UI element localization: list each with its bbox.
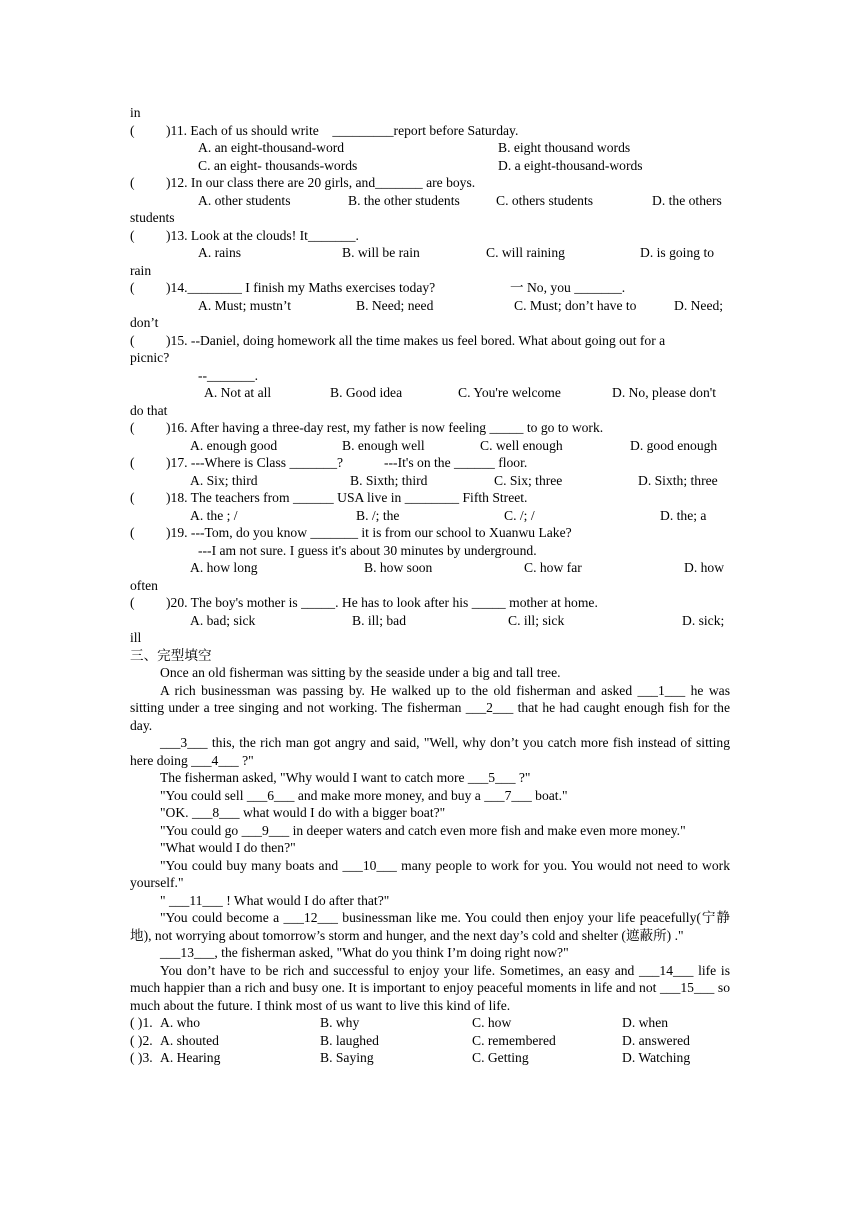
cloze-item-1 bbox=[130, 1014, 730, 1032]
passage-paragraph: "OK. ___8___ what would I do with a bigger boat?" bbox=[160, 805, 446, 820]
passage-paragraph: ___3___ this, the rich man got angry and said, "Well, why don’t you catch more fish instead of sitting here doing ___4___ ?" bbox=[130, 735, 730, 768]
question-stem: )16. After having a three-day rest, my father is now feeling _____ to go to work. bbox=[166, 420, 604, 435]
passage-paragraph: The fisherman asked, "Why would I want to catch more ___5___ ?" bbox=[160, 770, 531, 785]
option-c: C. You're welcome bbox=[458, 385, 561, 400]
option-wrap: do that bbox=[130, 402, 168, 418]
option-c: C. remembered bbox=[472, 1032, 556, 1048]
option-a: A. an eight-thousand-word bbox=[198, 140, 345, 155]
option-b: B. Sixth; third bbox=[350, 472, 428, 488]
option-b: B. Saying bbox=[320, 1050, 374, 1065]
passage-paragraph: "You could become a ___12___ businessman like me. You could then enjoy your life peacefully(宁静地), not worrying about tomorrow’s storm and hunger, and the next day’s cold and shelter (遮蔽所) ." bbox=[130, 910, 730, 943]
option-b: B. will be rain bbox=[342, 245, 420, 260]
option-d: D. Watching bbox=[622, 1050, 691, 1065]
cloze-item-2 bbox=[130, 1032, 730, 1050]
question-stem: )20. The boy's mother is _____. He has to look after his _____ mother at home. bbox=[166, 595, 598, 610]
option-c: C. /; / bbox=[504, 507, 535, 523]
cloze-number: ( )2. bbox=[130, 1032, 153, 1048]
answer-paren: ( bbox=[130, 595, 135, 610]
question-15-reply bbox=[130, 367, 730, 385]
question-12-options bbox=[130, 192, 730, 210]
question-17 bbox=[130, 454, 730, 472]
question-11-options-row1 bbox=[130, 139, 730, 157]
option-d: D. No, please don't bbox=[612, 385, 717, 400]
stem-wrap: picnic? bbox=[130, 350, 170, 365]
cloze-number: ( )1. bbox=[130, 1015, 153, 1030]
option-a: A. other students bbox=[198, 192, 291, 208]
answer-paren: ( bbox=[130, 455, 135, 470]
option-wrap: ill bbox=[130, 630, 142, 645]
question-13-options bbox=[130, 244, 730, 262]
question-16-options bbox=[130, 437, 730, 455]
passage-paragraph: "You could buy many boats and ___10___ many people to work for you. You would not need to work yourself." bbox=[130, 857, 730, 890]
passage-paragraph: Once an old fisherman was sitting by the seaside under a big and tall tree. bbox=[160, 665, 561, 680]
option-a: A. enough good bbox=[190, 437, 278, 453]
option-a: A. how long bbox=[190, 560, 258, 575]
question-20-options bbox=[130, 612, 730, 630]
passage-paragraph: " ___11___ ! What would I do after that?" bbox=[160, 892, 390, 908]
option-b: B. eight thousand words bbox=[498, 140, 631, 155]
answer-paren: ( bbox=[130, 332, 135, 348]
answer-paren: ( bbox=[130, 280, 135, 295]
question-stem: )12. In our class there are 20 girls, and_______ are boys. bbox=[166, 175, 476, 190]
option-c: C. will raining bbox=[486, 245, 565, 260]
answer-paren: ( bbox=[130, 490, 135, 505]
section-title: 三、完型填空 bbox=[130, 647, 212, 663]
option-b: B. /; the bbox=[356, 507, 400, 523]
option-b: B. why bbox=[320, 1015, 360, 1030]
option-wrap: don’t bbox=[130, 315, 159, 330]
option-b: B. Good idea bbox=[330, 385, 403, 400]
document-page bbox=[130, 104, 730, 1067]
option-d: D. the others bbox=[652, 192, 722, 208]
question-11-options-row2 bbox=[130, 157, 730, 175]
carry-over-text: in bbox=[130, 105, 141, 120]
question-17-options bbox=[130, 472, 730, 490]
option-a: A. Six; third bbox=[190, 472, 258, 488]
question-reply: 一 No, you _______. bbox=[510, 280, 626, 295]
question-stem: )18. The teachers from ______ USA live in ________ Fifth Street. bbox=[166, 490, 528, 505]
question-12 bbox=[130, 174, 730, 192]
option-wrap: rain bbox=[130, 262, 152, 278]
question-14-options bbox=[130, 297, 730, 315]
option-a: A. who bbox=[160, 1015, 201, 1030]
answer-paren: ( bbox=[130, 227, 135, 243]
cloze-item-3 bbox=[130, 1049, 730, 1067]
option-d: D. how bbox=[684, 560, 725, 575]
answer-paren: ( bbox=[130, 525, 135, 540]
option-c: C. Six; three bbox=[494, 472, 563, 488]
answer-paren: ( bbox=[130, 420, 135, 435]
answer-paren: ( bbox=[130, 122, 135, 138]
option-c: C. Must; don’t have to bbox=[514, 297, 637, 313]
question-20 bbox=[130, 594, 730, 612]
question-stem: )11. Each of us should write _________report before Saturday. bbox=[166, 122, 519, 138]
question-11 bbox=[130, 122, 730, 140]
question-19 bbox=[130, 524, 730, 542]
option-c: C. well enough bbox=[480, 437, 563, 453]
question-stem: )14.________ I finish my Maths exercises today? bbox=[166, 280, 436, 295]
option-a: A. bad; sick bbox=[190, 612, 256, 628]
passage-paragraph: "What would I do then?" bbox=[160, 840, 296, 855]
option-b: B. laughed bbox=[320, 1032, 379, 1048]
question-stem: )17. ---Where is Class _______? bbox=[166, 455, 344, 470]
passage-paragraph: "You could go ___9___ in deeper waters and catch even more fish and make even more money." bbox=[160, 822, 686, 838]
passage-paragraph: A rich businessman was passing by. He walked up to the old fisherman and asked ___1___ he was sitting under a tree singing and not working. The fisherman ___2___ that he had caught enough fish for the day. bbox=[130, 682, 730, 733]
option-b: B. how soon bbox=[364, 560, 433, 575]
option-d: D. when bbox=[622, 1015, 669, 1030]
question-18 bbox=[130, 489, 730, 507]
question-19-reply bbox=[130, 542, 730, 560]
option-c: C. others students bbox=[496, 192, 594, 208]
option-c: C. an eight- thousands-words bbox=[198, 157, 358, 173]
question-reply: --_______. bbox=[198, 367, 259, 383]
option-a: A. the ; / bbox=[190, 507, 238, 523]
option-c: C. Getting bbox=[472, 1050, 529, 1065]
option-b: B. Need; need bbox=[356, 297, 434, 313]
passage-paragraph: You don’t have to be rich and successful to enjoy your life. Sometimes, an easy and ___14___ life is much happier than a rich and busy one. It is important to enjoy peaceful moments in life and not ___15___ so much about the future. I think most of us want to live this kind of life. bbox=[130, 962, 730, 1013]
question-16 bbox=[130, 419, 730, 437]
answer-paren: ( bbox=[130, 175, 135, 190]
option-d: D. a eight-thousand-words bbox=[498, 157, 643, 173]
question-19-options bbox=[130, 559, 730, 577]
option-d: D. Sixth; three bbox=[638, 472, 718, 488]
question-15 bbox=[130, 332, 730, 350]
option-a: A. Not at all bbox=[204, 385, 272, 400]
question-stem: )19. ---Tom, do you know _______ it is from our school to Xuanwu Lake? bbox=[166, 525, 572, 540]
option-d: D. answered bbox=[622, 1032, 690, 1048]
option-c: C. how far bbox=[524, 560, 582, 575]
option-d: D. the; a bbox=[660, 507, 707, 523]
option-d: D. is going to bbox=[640, 245, 715, 260]
option-c: C. how bbox=[472, 1015, 512, 1030]
option-wrap: students bbox=[130, 210, 175, 225]
option-b: B. ill; bad bbox=[352, 612, 406, 628]
option-a: A. Must; mustn’t bbox=[198, 297, 292, 313]
option-d: D. sick; bbox=[682, 612, 725, 628]
question-15-options bbox=[130, 384, 730, 402]
question-13 bbox=[130, 227, 730, 245]
option-b: B. the other students bbox=[348, 192, 460, 208]
question-18-options bbox=[130, 507, 730, 525]
question-stem: )13. Look at the clouds! It_______. bbox=[166, 227, 359, 243]
question-14 bbox=[130, 279, 730, 297]
option-d: D. good enough bbox=[630, 437, 718, 453]
cloze-number: ( )3. bbox=[130, 1050, 153, 1065]
passage-paragraph: "You could sell ___6___ and make more money, and buy a ___7___ boat." bbox=[160, 787, 568, 803]
option-b: B. enough well bbox=[342, 437, 425, 453]
question-reply: ---It's on the ______ floor. bbox=[384, 455, 528, 470]
question-reply: ---I am not sure. I guess it's about 30 minutes by underground. bbox=[198, 542, 537, 558]
option-a: A. Hearing bbox=[160, 1050, 221, 1065]
passage-paragraph: ___13___, the fisherman asked, "What do you think I’m doing right now?" bbox=[160, 945, 569, 960]
option-a: A. rains bbox=[198, 245, 242, 260]
option-d: D. Need; bbox=[674, 297, 724, 313]
option-wrap: often bbox=[130, 577, 158, 593]
option-c: C. ill; sick bbox=[508, 612, 565, 628]
question-stem: )15. --Daniel, doing homework all the time makes us feel bored. What about going out for a bbox=[166, 332, 666, 348]
option-a: A. shouted bbox=[160, 1032, 219, 1048]
